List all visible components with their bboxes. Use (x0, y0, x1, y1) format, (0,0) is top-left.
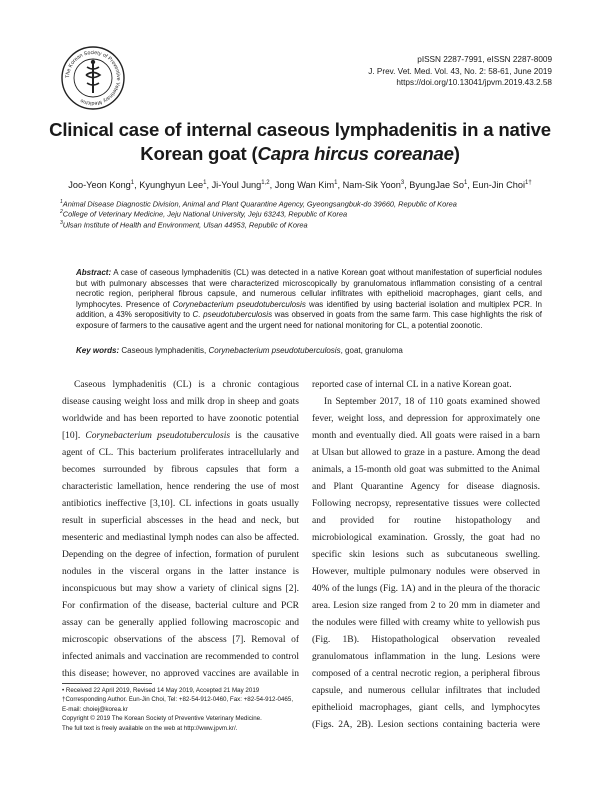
logo-ring-text: The Korean Society of Preventive Veterinary Medicine (64, 49, 122, 107)
affiliation: $^2$College of Veterinary Medicine, Jeju National University, Jeju 63243, Republic of Korea (60, 209, 348, 219)
citation-line: J. Prev. Vet. Med. Vol. 43, No. 2: 58-61, June 2019 (368, 66, 552, 76)
body-column-left (62, 377, 299, 677)
title-line-1: Clinical case of internal caseous lymphadenitis in a native (49, 119, 551, 140)
author: ByungJae So$^1$ (409, 180, 468, 191)
body-paragraph: Caseous lymphadenitis (CL) is a chronic contagious disease causing weight loss and milk drop in sheep and goats worldwide and has been reported to have zoonotic potential [10]. Corynebacterium pseudotuberculosis is the causative agent of CL. This bacterium proliferates intracellularly and becomes surrounded by fibrous capsules that form a characteristic lamellation, hence rendering the use of most antibiotics ineffective [3,10]. CL infections in goats usually result in superficial abscesses in the head and neck, but mesenteric and mediastinal lymph nodes can also be affected. Depending on the degree of infection, formation of purulent nodules in the visceral organs in the latter instance is inconspicuous but may show a variety of clinical signs [2]. For confirmation of the disease, bacterial culture and PCR assay can be generally applied following macroscopic and microscopic observations of the abscess [7]. Removal of infected animals and vaccination are recommended to control this disease; however, no approved vaccines are available in (62, 380, 299, 677)
issn-line: pISSN 2287-7991, eISSN 2287-8009 (417, 55, 552, 64)
footnote-availability: The full text is freely available on the web at http://www.jpvm.kr/. (62, 724, 238, 732)
author: Joo-Yeon Kong$^1$ (68, 180, 135, 191)
author: Kyunghyun Lee$^1$ (139, 180, 207, 191)
affiliation: $^3$Ulsan Institute of Health and Environment, Ulsan 44953, Republic of Korea (60, 219, 308, 230)
footnotes (62, 686, 293, 733)
footnote-corresponding: †Corresponding Author. Eun-Jin Choi, Tel: +82-54-912-0460, Fax: +82-54-912-0465, (62, 696, 294, 704)
author: Jong Wan Kim$^1$ (274, 180, 338, 191)
author: Ji-Youl Jung$^{1,2}$ (211, 180, 270, 191)
body-paragraph: reported case of internal CL in a native Korean goat. (312, 380, 512, 390)
title-species: Capra hircus coreanae (257, 143, 454, 164)
body-paragraph: In September 2017, 18 of 110 goats examined showed fever, weight loss, and depression for approximately one month and eventually died. All goats were raised in a barn at Ulsan but allowed to graze in a pasture. Among the dead animals, a 15-month old goat was submitted to the Animal and Plant Quarantine Agency for disease diagnosis. Following necropsy, representative tissues were collected and provided for routine histopathology and microbiological examination. Grossly, the goat had no specific skin lesions such as subcutaneous swelling. However, multiple pulmonary nodules were observed in 40% of the lungs (Fig. 1A) and in the pleura of the thoracic area. Lesion size ranged from 2 to 20 mm in diameter and the nodules were filled with creamy white to yellowish pus (Fig. 1B). Histopathological observation revealed granulomatous inflammation in the lung. Lesions were composed of a central necrotic region, a peripheral fibrous capsule, and numerous cellular infiltrates that included epithelioid macrophages, giant cells, and lymphocytes (Figs. 2A, 2B). Lesion sections containing bacteria were (312, 397, 540, 729)
abstract: Abstract: A case of caseous lymphadenitis (CL) was detected in a native Korean goat without manifestation of superficial nodules but with pulmonary abscesses that were characterized microscopically by granulomatous inflammation consisting of a central necrotic region, peripheral fibrous capsule, and numerous cellular infiltrates with epithelioid macrophages, giant cells, and lymphocytes. Presence of Corynebacterium pseudotuberculosis was identified by using bacterial isolation and multiplex PCR. In addition, a 43% seropositivity to C. pseudotuberculosis was observed in goats from the same farm. This case highlights the risk of exposure of farmers to the causative agent and the urgent need for national monitoring for CL, a potential zoonotic. (76, 268, 543, 330)
author-list: Joo-Yeon Kong$^1$, Kyunghyun Lee$^1$, Ji-Youl Jung$^{1,2}$, Jong Wan Kim$^1$, Nam-Sik Yoon$^3$, ByungJae So$^1$, Eun-Jin Choi$^{1\dagger}$ (68, 180, 532, 191)
affiliation: $^1$Animal Disease Diagnostic Division, Animal and Plant Quarantine Agency, Gyeongsangbuk-do 39660, Republic of Korea (60, 199, 457, 209)
footnote-divider (62, 683, 152, 684)
society-logo-icon (60, 45, 126, 111)
title-prefix: Korean goat ( (140, 143, 258, 164)
author: Eun-Jin Choi$^{1\dagger}$ (472, 180, 532, 191)
affiliations (60, 198, 457, 229)
keywords-label: Key words: (76, 346, 120, 355)
journal-info (368, 54, 552, 89)
body-column-right (312, 377, 540, 729)
footnote-received: • Received 22 April 2019, Revised 14 May 2019, Accepted 21 May 2019 (62, 687, 260, 694)
paper-title (40, 118, 560, 166)
keywords: Key words: Caseous lymphadenitis, Corynebacterium pseudotuberculosis, goat, granuloma (76, 346, 403, 355)
footnote-email: E-mail: choiej@korea.kr (62, 705, 128, 713)
footnote-copyright: Copyright © 2019 The Korean Society of Preventive Veterinary Medicine. (62, 715, 262, 723)
doi-link[interactable]: https://doi.org/10.13041/jpvm.2019.43.2.58 (396, 78, 552, 87)
title-line-2 (40, 142, 560, 166)
title-suffix: ) (453, 143, 460, 164)
abstract-label: Abstract: (76, 268, 112, 277)
author: Nam-Sik Yoon$^3$ (342, 180, 405, 191)
